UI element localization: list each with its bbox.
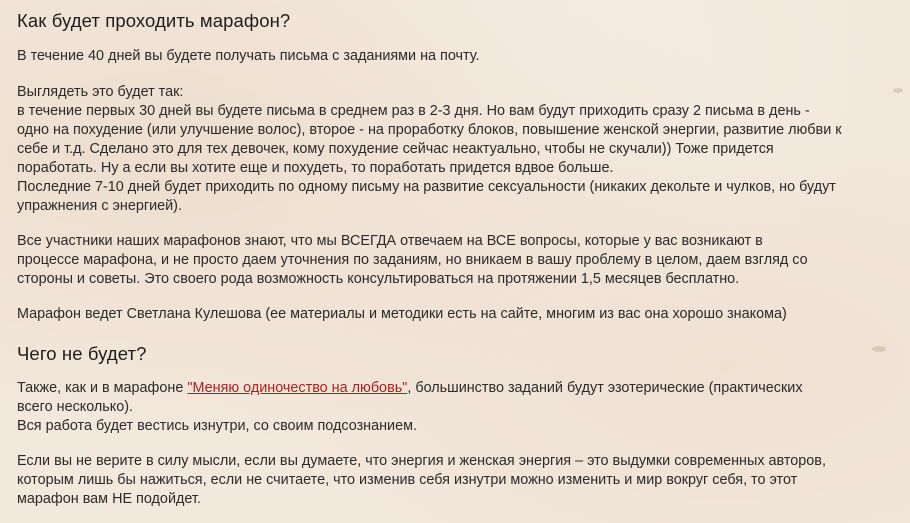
- text-line: Если вы не верите в силу мысли, если вы думаете, что энергия и женская энергия – это выдумки современных авторов,: [17, 453, 826, 469]
- paragraph-we-always-answer: [17, 232, 902, 289]
- text-line: всего несколько).: [17, 399, 134, 415]
- background-speck: [893, 88, 903, 93]
- paragraph-if-you-dont-believe: [17, 452, 902, 509]
- text-line: которым лишь бы нажиться, если не считаете, что изменив себя изнутри можно изменить и мир вокруг себя, то этот: [17, 472, 798, 488]
- text-line: Выглядеть это будет так:: [17, 84, 184, 100]
- paragraph-how-it-looks: [17, 83, 902, 216]
- text-line: Вся работа будет вестись изнутри, со своим подсознанием.: [17, 418, 417, 434]
- heading-what-will-not-be: Чего не будет?: [17, 343, 147, 364]
- text-line: стороны и советы. Это своего рода возможность консультироваться на протяжении 1,5 месяцев бесплатно.: [17, 271, 740, 287]
- text-line: процессе марафона, и не просто даем уточнения по заданиям, но вникаем в вашу проблему в целом, даем взгляд со: [17, 252, 808, 268]
- text-line: себе и т.д. Сделано это для тех девочек, кому похудение сейчас неактуально, чтобы не скучали)) Тоже придется: [17, 141, 774, 157]
- heading-how-marathon-works: Как будет проходить марафон?: [17, 10, 291, 31]
- text-fragment: Также, как и в марафоне: [17, 380, 188, 396]
- text-line: марафон вам НЕ подойдет.: [17, 491, 201, 507]
- paragraph-esoteric-tasks: [17, 379, 902, 436]
- background-speck: [872, 346, 886, 352]
- paragraph-40-days: В течение 40 дней вы будете получать письма с заданиями на почту.: [17, 48, 480, 64]
- marathon-love-link[interactable]: "Меняю одиночество на любовь": [187, 380, 408, 396]
- text-line: Все участники наших марафонов знают, что мы ВСЕГДА отвечаем на ВСЕ вопросы, которые у вас возникают в: [17, 233, 763, 249]
- text-line: упражнения с энергией).: [17, 198, 182, 214]
- paragraph-marathon-host: Марафон ведет Светлана Кулешова (ее материалы и методики есть на сайте, многим из вас она хорошо знакома): [17, 306, 787, 322]
- text-line: одно на похудение (или улучшение волос), второе - на проработку блоков, повышение женской энергии, развитие любви к: [17, 122, 842, 138]
- text-line: Последние 7-10 дней будет приходить по одному письму на развитие сексуальности (никаких декольте и чулков, но будут: [17, 179, 836, 195]
- text-line: поработать. Ну а если вы хотите еще и похудеть, то поработать придется вдвое больше.: [17, 160, 614, 176]
- text-line: в течение первых 30 дней вы будете письма в среднем раз в 2-3 дня. Но вам будут приходить сразу 2 письма в день -: [17, 103, 810, 119]
- text-fragment: , большинство заданий будут эзотерические (практических: [407, 380, 803, 396]
